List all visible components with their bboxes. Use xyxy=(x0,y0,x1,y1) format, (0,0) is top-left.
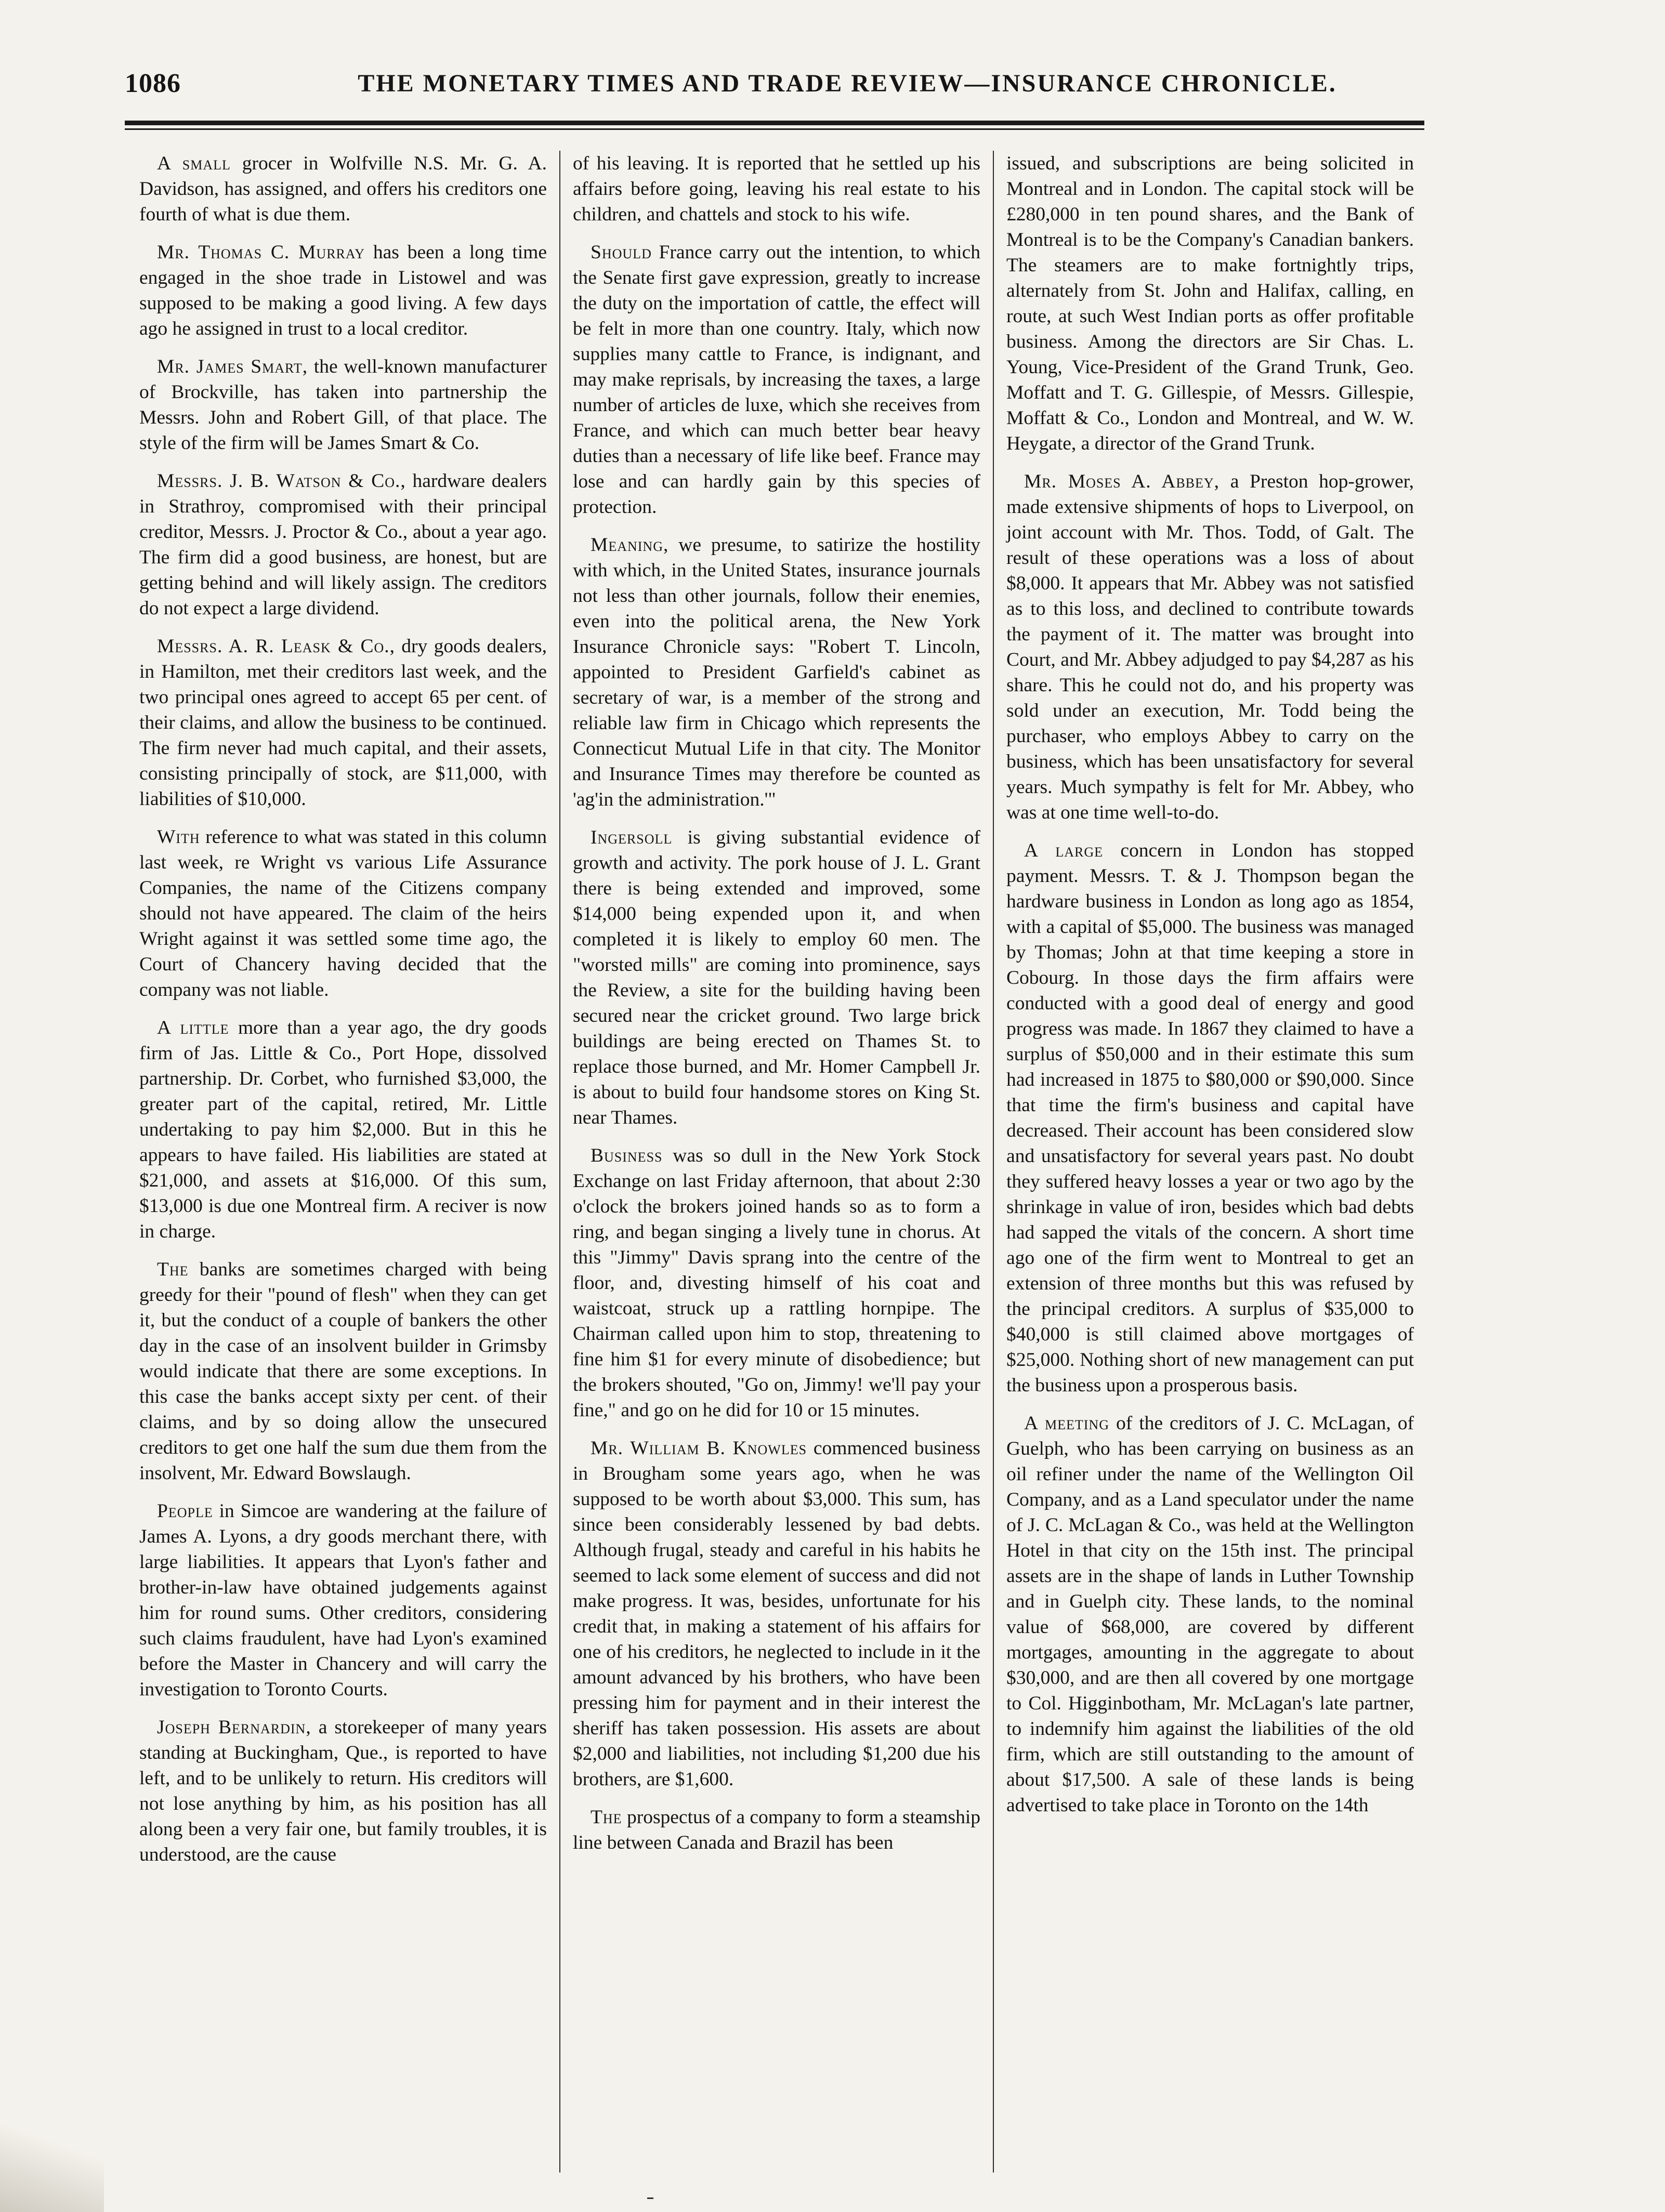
paragraph-lead: The xyxy=(591,1807,622,1828)
paragraph-text: was so dull in the New York Stock Exchange on last Friday afternoon, that about 2:30 o'clock the brokers joined hands so as to form a ring, and began singing a lively tune in chorus. At this "Jimmy" Davis sprang into the centre of the floor, and, divesting himself of his coat and waistcoat, struck up a rattling hornpipe. The Chairman called upon him to stop, threatening to fine him $1 for every minute of disobedience; but the brokers shouted, "Go on, Jimmy! we'll pay your fine," and go on he did for 10 or 15 minutes. xyxy=(573,1145,980,1421)
paragraph-text: dry goods dealers, in Hamilton, met their creditors last week, and the two principal ones agreed to accept 65 per cent. of their claims, and allow the business to be continued. The firm never had much capital, and their assets, consisting principally of stock, are $11,000, with liabilities of $10,000. xyxy=(139,636,547,810)
paragraph-lead: Business xyxy=(591,1145,663,1166)
paragraph-text: France carry out the intention, to which the Senate first gave expression, greatly to increase the duty on the importation of cattle, the effect will be felt in more than one country. Italy, which now supplies many cattle to France, is indignant, and may make reprisals, by increasing the taxes, a large number of articles de luxe, which she receives from France, and which can much better bear heavy duties than a necessary of life like beef. France may lose and can hardly gain by this species of protection. xyxy=(573,242,980,518)
paragraph-lead: Messrs. A. R. Leask & Co., xyxy=(157,636,396,657)
column-2 xyxy=(563,151,990,2172)
article-paragraph xyxy=(573,1143,980,1423)
paragraph-lead: The xyxy=(157,1259,189,1280)
header-rule-thick xyxy=(125,121,1424,125)
paragraph-text: grocer in Wolfville N.S. Mr. G. A. Davidson, has assigned, and offers his creditors one fourth of what is due them. xyxy=(139,153,547,225)
article-paragraph xyxy=(139,1715,547,1867)
paragraph-text: banks are sometimes charged with being greedy for their "pound of flesh" when they can get it, but the conduct of a couple of bankers the other day in the case of an insolvent builder in Grimsby would indicate that there are some exceptions. In this case the banks accept sixty per cent. of their claims, and by so doing allow the unsecured creditors to get one half the sum due them from the insolvent, Mr. Edward Bowslaugh. xyxy=(139,1259,547,1484)
paragraph-lead: A large xyxy=(1024,840,1104,861)
paragraph-text: commenced business in Brougham some years ago, when he was supposed to be worth about $3,000. This sum, has since been considerably lessened by bad debts. Although frugal, steady and careful in his habits he seemed to lack some element of success and did not make progress. It was, besides, unfortunate for his credit that, in making a statement of his affairs for one of his creditors, he neglected to include in it the amount advanced by his brothers, who have been pressing him for payment and in their interest the sheriff has taken possession. His assets are about $2,000 and liabilities, not including $1,200 due his brothers, are $1,600. xyxy=(573,1438,980,1790)
paragraph-text: more than a year ago, the dry goods firm of Jas. Little & Co., Port Hope, dissolved partnership. Dr. Corbet, who furnished $3,000, the greater part of the capital, retired, Mr. Little undertaking to pay him $2,000. But in this he appears to have failed. His liabilities are stated at $21,000, and assets at $16,000. Of this sum, $13,000 is due one Montreal firm. A reciver is now in charge. xyxy=(139,1017,547,1242)
page-title: THE MONETARY TIMES AND TRADE REVIEW—INSURANCE CHRONICLE. xyxy=(358,69,1337,97)
column-3 xyxy=(997,151,1423,2172)
article-paragraph xyxy=(139,240,547,341)
paragraph-text: is giving substantial evidence of growth and activity. The pork house of J. L. Grant there is being extended and improved, some $14,000 being expended upon it, and when completed it is likely to employ 60 men. The "worsted mills" are coming into prominence, says the Review, a site for the building having been secured near the cricket ground. Two large brick buildings are being erected on Thames St. to replace those burned, and Mr. Homer Campbell Jr. is about to build four handsome stores on King St. near Thames. xyxy=(573,827,980,1128)
paragraph-lead: Meaning, xyxy=(591,534,669,556)
paragraph-text: of the creditors of J. C. McLagan, of Guelph, who has been carrying on business as an oil refiner under the name of the Wellington Oil Company, and as a Land speculator under the name of J. C. McLagan & Co., was held at the Wellington Hotel in that city on the 15th inst. The principal assets are in the shape of lands in Luther Township and in Guelph city. These lands, to the nominal value of $68,000, are covered by different mortgages, amounting in the aggregate to about $30,000, and are then all covered by one mortgage to Col. Higginbotham, Mr. McLagan's late partner, to indemnify him against the liabilities of the old firm, which are still outstanding to the amount of about $17,500. A sale of these lands is being advertised to take place in Toronto on the 14th xyxy=(1006,1413,1414,1816)
paragraph-text: in Simcoe are wandering at the failure of James A. Lyons, a dry goods merchant there, with large liabilities. It appears that Lyon's father and brother-in-law have obtained judgements against him for round sums. Other creditors, considering such claims fraudulent, have had Lyon's examined before the Master in Chancery and will carry the investigation to Toronto Courts. xyxy=(139,1500,547,1700)
article-paragraph xyxy=(139,468,547,621)
paragraph-text: concern in London has stopped payment. Messrs. T. & J. Thompson began the hardware business in London as long ago as 1854, with a capital of $5,000. The business was managed by Thomas; John at that time keeping a store in Cobourg. In those days the firm affairs were conducted with a good deal of energy and good progress was made. In 1867 they claimed to have a surplus of $50,000 and in their estimate this sum had increased in 1875 to $80,000 or $90,000. Since that time the firm's business and capital have decreased. Their account has been considered slow and unsatisfactory for several years past. No doubt they suffered heavy losses a year or two ago by the shrinkage in value of iron, besides which bad debts had sapped the vitals of the concern. A short time ago one of the firm went to Montreal to get an extension of three months but this was refused by the principal creditors. A surplus of $35,000 to $40,000 is still claimed above mortgages of $25,000. Nothing short of new management can put the business upon a prosperous basis. xyxy=(1006,840,1414,1396)
paragraph-text: we presume, to satirize the hostility with which, in the United States, insurance journals not less than other journals, follow their enemies, even into the political arena, the New York Insurance Chronicle says: "Robert T. Lincoln, appointed to President Garfield's cabinet as secretary of war, is a member of the strong and reliable law firm in Chicago which represents the Connecticut Mutual Life in that city. The Monitor and Insurance Times may therefore be counted as 'ag'in the administration.'" xyxy=(573,534,980,810)
paragraph-lead: Mr. William B. Knowles xyxy=(591,1438,807,1459)
paragraph-text: prospectus of a company to form a steamship line between Canada and Brazil has been xyxy=(573,1807,980,1853)
article-paragraph xyxy=(139,1257,547,1486)
paragraph-lead: Mr. Thomas C. Murray xyxy=(157,242,365,263)
paragraph-text: of his leaving. It is reported that he settled up his affairs before going, leaving his real estate to his children, and chattels and stock to his wife. xyxy=(573,153,980,225)
article-paragraph xyxy=(573,151,980,227)
columns-container xyxy=(130,151,1430,2172)
paragraph-text: a storekeeper of many years standing at Buckingham, Que., is reported to have left, and to be unlikely to return. His creditors will not lose anything by him, as his position has all along been a very fair one, but family troubles, it is understood, are the cause xyxy=(139,1717,547,1865)
paragraph-lead: A little xyxy=(157,1017,229,1038)
column-divider xyxy=(559,151,560,2172)
article-paragraph xyxy=(573,532,980,812)
paragraph-lead: A small xyxy=(157,153,231,174)
column-1 xyxy=(130,151,556,2172)
article-paragraph xyxy=(1006,469,1414,825)
paragraph-lead: Should xyxy=(591,242,652,263)
article-paragraph xyxy=(573,1436,980,1792)
article-paragraph xyxy=(1006,1411,1414,1818)
paragraph-lead: With xyxy=(157,826,200,848)
paragraph-lead: People xyxy=(157,1500,213,1522)
paragraph-text: the well-known manufacturer of Brockville, has taken into partnership the Messrs. John and Robert Gill, of that place. The style of the firm will be James Smart & Co. xyxy=(139,356,547,454)
column-divider xyxy=(993,151,994,2172)
header-rule-thin xyxy=(125,128,1424,130)
paragraph-text: reference to what was stated in this column last week, re Wright vs various Life Assurance Companies, the name of the Citizens company should not have appeared. The claim of the heirs Wright against it was settled some time ago, the Court of Chancery having decided that the company was not liable. xyxy=(139,826,547,1000)
paragraph-lead: A meeting xyxy=(1024,1413,1109,1434)
paragraph-lead: Ingersoll xyxy=(591,827,673,848)
paragraph-lead: Mr. Moses A. Abbey, xyxy=(1024,471,1220,492)
paragraph-text: hardware dealers in Strathroy, compromised with their principal creditor, Messrs. J. Proctor & Co., about a year ago. The firm did a good business, are honest, but are getting behind and will likely assign. The creditors do not expect a large dividend. xyxy=(139,470,547,619)
article-paragraph xyxy=(573,1805,980,1855)
article-paragraph xyxy=(1006,838,1414,1398)
article-paragraph xyxy=(139,1498,547,1702)
article-paragraph xyxy=(573,240,980,520)
paragraph-text: has been a long time engaged in the shoe trade in Listowel and was supposed to be making a good living. A few days ago he assigned in trust to a local creditor. xyxy=(139,242,547,339)
page-header xyxy=(125,62,1456,104)
paragraph-lead: Messrs. J. B. Watson & Co., xyxy=(157,470,406,492)
paragraph-lead: Mr. James Smart, xyxy=(157,356,308,377)
article-paragraph xyxy=(573,825,980,1130)
bottom-mark xyxy=(647,2197,653,2199)
paragraph-lead: Joseph Bernardin, xyxy=(157,1717,311,1738)
binding-edge xyxy=(0,2121,104,2212)
article-paragraph xyxy=(139,824,547,1003)
article-paragraph xyxy=(139,634,547,812)
article-paragraph xyxy=(139,151,547,227)
article-paragraph xyxy=(139,354,547,456)
paragraph-text: issued, and subscriptions are being solicited in Montreal and in London. The capital stock will be £280,000 in ten pound shares, and the Bank of Montreal is to be the Company's Canadian bankers. The steamers are to make fortnightly trips, alternately from St. John and Halifax, calling, en route, at such West Indian ports as offer profitable business. Among the directors are Sir Chas. L. Young, Vice-President of the Grand Trunk, Geo. Moffatt and T. G. Gillespie, of Messrs. Gillespie, Moffatt & Co., London and Montreal, and W. W. Heygate, a director of the Grand Trunk. xyxy=(1006,153,1414,454)
article-paragraph xyxy=(139,1015,547,1244)
paragraph-text: a Preston hop-grower, made extensive shipments of hops to Liverpool, on joint account with Mr. Thos. Todd, of Galt. The result of these operations was a loss of about $8,000. It appears that Mr. Abbey was not satisfied as to this loss, and declined to contribute towards the payment of it. The matter was brought into Court, and Mr. Abbey adjudged to pay $4,287 as his share. This he could not do, and his property was sold under an execution, Mr. Todd being the purchaser, who employs Abbey to carry on the business, which has been unsatisfactory for several years. Much sympathy is felt for Mr. Abbey, who was at one time well-to-do. xyxy=(1006,471,1414,823)
page-number: 1086 xyxy=(125,68,181,98)
article-paragraph xyxy=(1006,151,1414,456)
